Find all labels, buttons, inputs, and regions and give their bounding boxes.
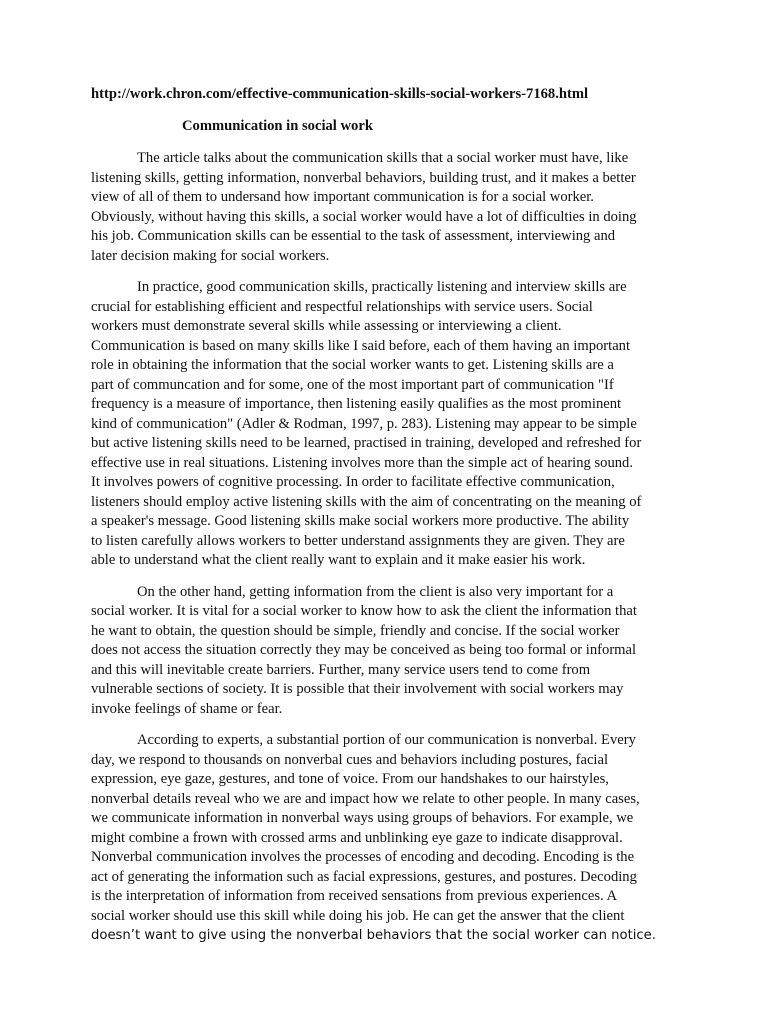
document-body	[91, 149, 679, 958]
paragraph-line: It involves powers of cognitive processing. In order to facilitate effective communication,	[91, 474, 615, 490]
paragraph-line: does not access the situation correctly they may be conceived as being too formal or informal	[91, 642, 637, 658]
paragraph-line: view of all of them to undersand how important communication is for a social worker.	[91, 189, 594, 205]
paragraph-line: workers must demonstrate several skills while assessing or interviewing a client.	[91, 318, 562, 334]
paragraph-line: part of communcation and for some, one of the most important part of communication "If	[91, 376, 614, 393]
paragraph-line: a speaker's message. Good listening skills make social workers more productive. The ability	[91, 513, 630, 529]
paragraph-line: might combine a frown with crossed arms and unblinking eye gaze to indicate disapproval.	[91, 829, 623, 846]
source-url: http://work.chron.com/effective-communication-skills-social-workers-7168.html	[91, 86, 589, 102]
paragraph-line: we communicate information in nonverbal ways using groups of behaviors. For example, we	[91, 810, 634, 826]
paragraph-line: is the interpretation of information from received sensations from previous experiences. A	[91, 888, 618, 904]
paragraph-line: act of generating the information such as facial expressions, gestures, and postures. Decoding	[91, 868, 637, 885]
paragraph-line: frequency is a measure of importance, then listening easily qualifies as the most prominent	[91, 396, 622, 412]
paragraph-line: his job. Communication skills can be essential to the task of assessment, interviewing and	[91, 228, 616, 244]
paragraph-line: nonverbal details reveal who we are and impact how we relate to other people. In many cases,	[91, 790, 640, 807]
paragraph-line: effective use in real situations. Listening involves more than the simple act of hearing sound.	[91, 454, 633, 471]
paragraph-line: later decision making for social workers.	[91, 247, 330, 264]
paragraph-line: Nonverbal communication involves the processes of encoding and decoding. Encoding is the	[91, 849, 635, 865]
paragraph-line: crucial for establishing efficient and respectful relationships with service users. Social	[91, 298, 593, 315]
paragraph-line: social worker. It is vital for a social worker to know how to ask the client the information that	[91, 603, 637, 619]
document-title: Communication in social work	[182, 118, 373, 134]
paragraph-line: day, we respond to thousands on nonverbal cues and behaviors including postures, facial	[91, 751, 609, 768]
paragraph	[91, 278, 679, 571]
paragraph-line: and this will inevitable create barriers. Further, many service users tend to come from	[91, 661, 591, 678]
paragraph-line: able to understand what the client really want to explain and it make easier his work.	[91, 552, 586, 568]
paragraph-line: doesn’t want to give using the nonverbal behaviors that the social worker can notice.	[91, 928, 656, 943]
paragraph-line: According to experts, a substantial portion of our communication is nonverbal. Every	[137, 732, 636, 748]
paragraph-line: listening skills, getting information, nonverbal behaviors, building trust, and it makes a better	[91, 169, 636, 186]
paragraph-line: Communication is based on many skills like I said before, each of them having an important	[91, 337, 631, 354]
paragraph-line: On the other hand, getting information from the client is also very important for a	[137, 583, 614, 600]
paragraph-line: The article talks about the communication skills that a social worker must have, like	[137, 150, 629, 166]
paragraph-line: but active listening skills need to be learned, practised in training, developed and refreshed for	[91, 435, 642, 451]
paragraph-line: listeners should employ active listening skills with the aim of concentrating on the meaning of	[91, 493, 642, 510]
paragraph-line: social worker should use this skill while doing his job. He can get the answer that the client	[91, 907, 625, 924]
paragraph-line: kind of communication" (Adler & Rodman, 1997, p. 283). Listening may appear to be simple	[91, 415, 637, 432]
paragraph-line: expression, eye gaze, gestures, and tone of voice. From our handshakes to our hairstyles,	[91, 771, 609, 787]
paragraph-line: Obviously, without having this skills, a social worker would have a lot of difficulties in doing	[91, 208, 637, 225]
paragraph-line: In practice, good communication skills, practically listening and interview skills are	[137, 279, 627, 295]
paragraph	[91, 149, 679, 266]
paragraph	[91, 583, 679, 720]
paragraph-line: invoke feelings of shame or fear.	[91, 700, 283, 717]
paragraph	[91, 731, 679, 946]
paragraph-line: vulnerable sections of society. It is possible that their involvement with social workers may	[91, 681, 624, 697]
paragraph-line: he want to obtain, the question should be simple, friendly and concise. If the social worker	[91, 622, 620, 639]
paragraph-line: role in obtaining the information that the social worker wants to get. Listening skills are a	[91, 357, 614, 373]
paragraph-line: to listen carefully allows workers to better understand assignments they are given. They are	[91, 532, 625, 549]
